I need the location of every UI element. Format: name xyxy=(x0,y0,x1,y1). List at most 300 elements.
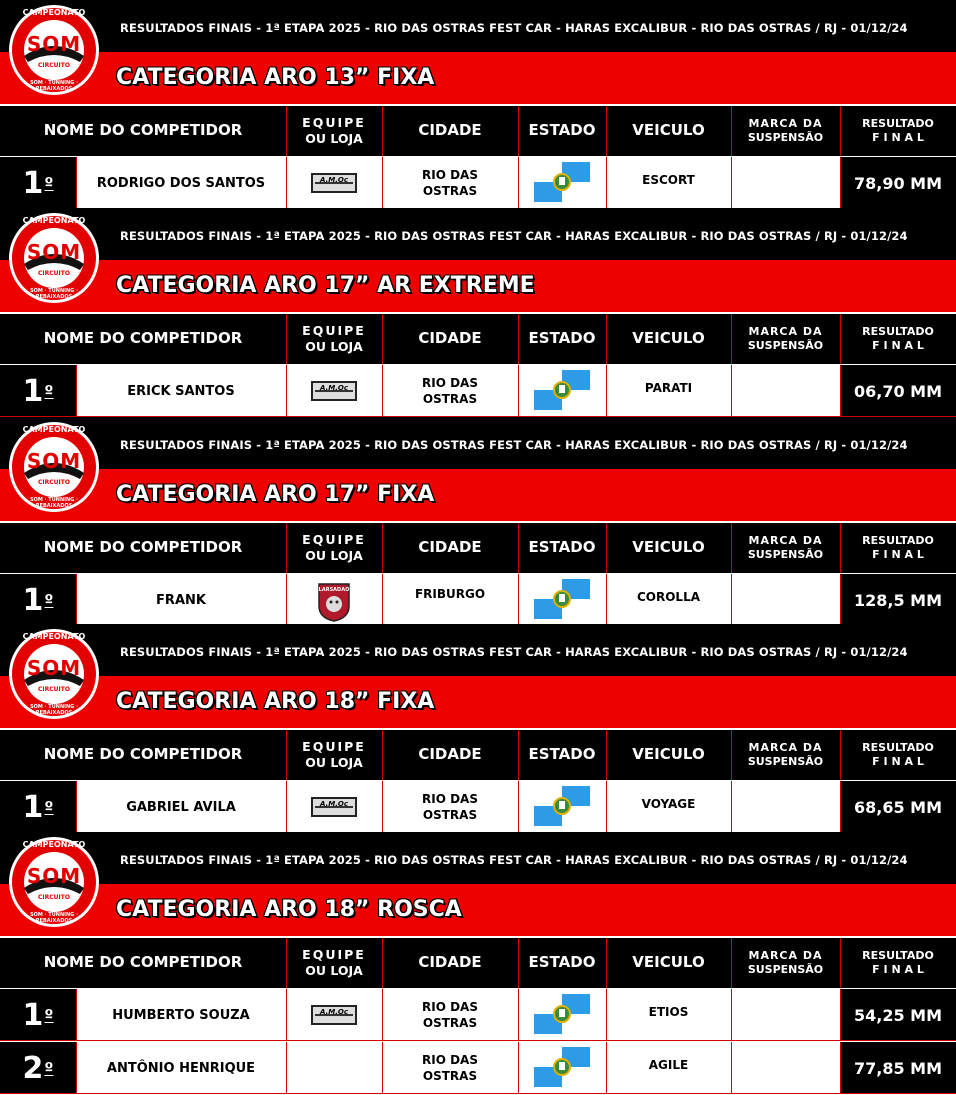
cell-divider xyxy=(76,781,77,833)
cell-divider xyxy=(606,157,607,209)
col-suspension-header-line: MARCA DA xyxy=(748,324,823,338)
header-divider xyxy=(518,314,519,364)
results-header-bar xyxy=(0,624,956,676)
col-state-header xyxy=(518,314,606,364)
col-suspension-header xyxy=(731,314,840,364)
position-number: 1 xyxy=(22,789,44,825)
cell-divider xyxy=(606,365,607,417)
header-divider xyxy=(382,106,383,156)
competitor-row xyxy=(0,157,956,209)
col-state-header xyxy=(518,730,606,780)
category-section xyxy=(0,832,956,1095)
suspension-cell xyxy=(731,157,840,209)
logo-top-text: CAMPEONATO xyxy=(22,8,86,17)
col-city-header xyxy=(382,314,518,364)
col-vehicle-header xyxy=(606,938,731,988)
header-divider xyxy=(840,730,841,780)
competitor-name xyxy=(76,1042,286,1094)
position-ordinal: º xyxy=(44,590,54,610)
position-ordinal: º xyxy=(44,381,54,401)
amoc-logo-text: A.M.Oc xyxy=(320,384,348,392)
col-team-header xyxy=(286,106,382,156)
amoc-team-logo xyxy=(311,381,357,401)
cell-divider xyxy=(286,574,287,626)
col-city-header-line: CIDADE xyxy=(418,953,482,972)
competitor-row xyxy=(0,1042,956,1094)
position-number: 1 xyxy=(22,373,44,409)
col-team-header-line: OU LOJA xyxy=(305,131,363,146)
logo-top-text: CAMPEONATO xyxy=(22,216,86,225)
cell-divider xyxy=(731,781,732,833)
col-name-header-line: NOME DO COMPETIDOR xyxy=(43,121,243,140)
rj-flag-icon xyxy=(534,162,590,205)
team-cell xyxy=(286,574,382,626)
campeonato-som-logo xyxy=(8,421,100,513)
larsadao-logo-text: LARSADAO xyxy=(318,587,350,593)
final-result-text: 06,70 MM xyxy=(853,381,943,401)
category-section xyxy=(0,624,956,834)
position-cell xyxy=(0,365,76,417)
logo-inner-text: CIRCUITO xyxy=(38,62,70,69)
col-team-header-line: OU LOJA xyxy=(305,963,363,978)
row-bottom-line xyxy=(0,1093,956,1094)
column-header-row xyxy=(0,730,956,780)
col-suspension-header-line: SUSPENSÃO xyxy=(747,339,824,352)
col-team-header-line: EQUIPE xyxy=(302,114,366,130)
col-team-header-line: EQUIPE xyxy=(302,322,366,338)
col-state-header-line: ESTADO xyxy=(528,121,596,140)
suspension-cell xyxy=(731,1042,840,1094)
results-header-bar xyxy=(0,208,956,260)
suspension-cell xyxy=(731,989,840,1041)
col-suspension-header-line: SUSPENSÃO xyxy=(747,131,824,144)
cell-divider xyxy=(840,1042,841,1094)
competitor-name-text: FRANK xyxy=(156,592,206,608)
final-result-text: 78,90 MM xyxy=(853,173,943,193)
header-divider xyxy=(606,730,607,780)
competitor-row xyxy=(0,989,956,1041)
col-name-header-line: NOME DO COMPETIDOR xyxy=(43,329,243,348)
amoc-logo-text: A.M.Oc xyxy=(320,176,348,184)
vehicle-cell xyxy=(606,574,731,626)
header-divider xyxy=(518,938,519,988)
cell-divider xyxy=(731,157,732,209)
logo-top-text: CAMPEONATO xyxy=(22,840,86,849)
final-result-text: 68,65 MM xyxy=(853,797,943,817)
col-team-header xyxy=(286,730,382,780)
col-team-header xyxy=(286,314,382,364)
col-result-header-line: F I N A L xyxy=(872,548,924,561)
team-cell xyxy=(286,157,382,209)
amoc-team-logo xyxy=(311,1005,357,1025)
results-header-text: RESULTADOS FINAIS - 1ª ETAPA 2025 - RIO DAS OSTRAS FEST CAR - HARAS EXCALIBUR - RIO DAS OSTRAS / RJ - 01/12/24 xyxy=(120,645,908,659)
category-title-bar xyxy=(0,260,956,312)
city-cell xyxy=(382,989,518,1041)
campeonato-som-logo xyxy=(8,4,100,96)
final-result xyxy=(840,365,956,417)
cell-divider xyxy=(382,989,383,1041)
team-cell xyxy=(286,781,382,833)
city-line-2: OSTRAS xyxy=(422,1016,478,1030)
position-cell xyxy=(0,574,76,626)
final-result xyxy=(840,574,956,626)
cell-divider xyxy=(382,781,383,833)
cell-divider xyxy=(518,574,519,626)
col-state-header-line: ESTADO xyxy=(528,745,596,764)
col-suspension-header-line: SUSPENSÃO xyxy=(747,755,824,768)
col-suspension-header-line: SUSPENSÃO xyxy=(747,963,824,976)
col-team-header-line: OU LOJA xyxy=(305,548,363,563)
logo-inner-text: CIRCUITO xyxy=(38,479,70,486)
header-divider xyxy=(606,523,607,573)
vehicle-text: AGILE xyxy=(648,1058,689,1072)
category-title: CATEGORIA ARO 18” ROSCA xyxy=(116,897,462,922)
position-cell xyxy=(0,1042,76,1094)
header-divider xyxy=(606,938,607,988)
cell-divider xyxy=(76,365,77,417)
campeonato-som-logo xyxy=(8,628,100,720)
campeonato-som-logo xyxy=(8,212,100,304)
competitor-name-text: ERICK SANTOS xyxy=(127,383,235,399)
cell-divider xyxy=(731,574,732,626)
city-line-1: RIO DAS xyxy=(422,791,478,806)
col-vehicle-header-line: VEICULO xyxy=(632,953,705,972)
col-city-header-line: CIDADE xyxy=(418,121,482,140)
amoc-logo-text: A.M.Oc xyxy=(320,1008,348,1016)
col-result-header xyxy=(840,314,956,364)
col-city-header xyxy=(382,106,518,156)
team-cell xyxy=(286,1042,382,1094)
cell-divider xyxy=(606,1042,607,1094)
col-state-header xyxy=(518,523,606,573)
header-divider xyxy=(286,106,287,156)
cell-divider xyxy=(731,989,732,1041)
competitor-name xyxy=(76,365,286,417)
position-cell xyxy=(0,781,76,833)
position-ordinal: º xyxy=(44,1005,54,1025)
logo-center-text: SOM xyxy=(26,449,82,473)
col-suspension-header-line: MARCA DA xyxy=(748,740,823,754)
col-vehicle-header xyxy=(606,523,731,573)
header-divider xyxy=(286,523,287,573)
col-team-header-line: EQUIPE xyxy=(302,946,366,962)
cell-divider xyxy=(731,1042,732,1094)
col-city-header-line: CIDADE xyxy=(418,538,482,557)
final-result xyxy=(840,157,956,209)
category-title-bar xyxy=(0,469,956,521)
final-result xyxy=(840,781,956,833)
col-state-header xyxy=(518,938,606,988)
vehicle-text: COROLLA xyxy=(636,590,701,604)
cell-divider xyxy=(840,989,841,1041)
competitor-name xyxy=(76,157,286,209)
rj-flag-icon xyxy=(534,1047,590,1090)
team-cell xyxy=(286,365,382,417)
header-divider xyxy=(731,938,732,988)
cell-divider xyxy=(76,157,77,209)
competitor-name-text: GABRIEL AVILA xyxy=(126,799,236,815)
final-result-text: 77,85 MM xyxy=(853,1058,943,1078)
cell-divider xyxy=(286,157,287,209)
logo-top-text: CAMPEONATO xyxy=(22,425,86,434)
suspension-cell xyxy=(731,781,840,833)
col-vehicle-header xyxy=(606,314,731,364)
results-header-text: RESULTADOS FINAIS - 1ª ETAPA 2025 - RIO DAS OSTRAS FEST CAR - HARAS EXCALIBUR - RIO DAS OSTRAS / RJ - 01/12/24 xyxy=(120,229,908,243)
col-result-header xyxy=(840,106,956,156)
logo-bottom-text: SOM · TUNNING · REBAIXADOS xyxy=(30,912,78,924)
rj-flag-icon xyxy=(534,786,590,829)
cell-divider xyxy=(286,781,287,833)
city-line-1: RIO DAS xyxy=(422,167,478,182)
position-ordinal: º xyxy=(44,1058,54,1078)
header-divider xyxy=(731,730,732,780)
col-result-header xyxy=(840,938,956,988)
competitor-name xyxy=(76,574,286,626)
city-line-1: RIO DAS xyxy=(422,999,478,1014)
competitor-name-text: ANTÔNIO HENRIQUE xyxy=(106,1060,256,1076)
city-line-2: OSTRAS xyxy=(422,808,478,822)
category-title: CATEGORIA ARO 17” AR EXTREME xyxy=(116,273,535,298)
final-result xyxy=(840,989,956,1041)
header-divider xyxy=(286,730,287,780)
cell-divider xyxy=(840,781,841,833)
col-name-header-line: NOME DO COMPETIDOR xyxy=(43,953,243,972)
col-result-header-line: RESULTADO xyxy=(862,324,934,338)
header-divider xyxy=(518,106,519,156)
state-cell xyxy=(518,989,606,1041)
col-suspension-header xyxy=(731,523,840,573)
header-divider xyxy=(606,314,607,364)
logo-bottom-text: SOM · TUNNING · REBAIXADOS xyxy=(30,704,78,716)
city-line-2: OSTRAS xyxy=(422,184,478,198)
logo-bottom-text: SOM · TUNNING · REBAIXADOS xyxy=(30,80,78,92)
competitor-name xyxy=(76,781,286,833)
position-ordinal: º xyxy=(44,797,54,817)
header-divider xyxy=(382,314,383,364)
cell-divider xyxy=(518,781,519,833)
city-cell xyxy=(382,1042,518,1094)
col-suspension-header xyxy=(731,730,840,780)
col-vehicle-header-line: VEICULO xyxy=(632,745,705,764)
amoc-logo-text: A.M.Oc xyxy=(320,800,348,808)
state-cell xyxy=(518,365,606,417)
city-line-1: FRIBURGO xyxy=(414,587,486,601)
category-section xyxy=(0,0,956,210)
cell-divider xyxy=(76,574,77,626)
category-title: CATEGORIA ARO 13” FIXA xyxy=(116,65,435,90)
header-divider xyxy=(382,938,383,988)
col-team-header xyxy=(286,523,382,573)
col-team-header-line: EQUIPE xyxy=(302,738,366,754)
header-divider xyxy=(840,523,841,573)
header-divider xyxy=(606,106,607,156)
col-city-header xyxy=(382,938,518,988)
col-result-header xyxy=(840,730,956,780)
city-line-1: RIO DAS xyxy=(422,375,478,390)
col-city-header-line: CIDADE xyxy=(418,329,482,348)
col-result-header xyxy=(840,523,956,573)
city-cell xyxy=(382,365,518,417)
logo-center-text: SOM xyxy=(26,240,82,264)
competitor-row xyxy=(0,574,956,626)
col-suspension-header-line: MARCA DA xyxy=(748,948,823,962)
col-name-header-line: NOME DO COMPETIDOR xyxy=(43,745,243,764)
col-vehicle-header xyxy=(606,730,731,780)
cell-divider xyxy=(840,365,841,417)
cell-divider xyxy=(286,989,287,1041)
header-divider xyxy=(731,314,732,364)
cell-divider xyxy=(286,365,287,417)
rj-flag-icon xyxy=(534,579,590,622)
col-name-header xyxy=(0,730,286,780)
col-name-header xyxy=(0,938,286,988)
vehicle-cell xyxy=(606,157,731,209)
col-name-header xyxy=(0,523,286,573)
category-title-bar xyxy=(0,884,956,936)
header-divider xyxy=(731,523,732,573)
logo-top-text: CAMPEONATO xyxy=(22,632,86,641)
col-suspension-header xyxy=(731,106,840,156)
col-city-header xyxy=(382,730,518,780)
col-result-header-line: RESULTADO xyxy=(862,533,934,547)
col-state-header xyxy=(518,106,606,156)
vehicle-text: VOYAGE xyxy=(641,797,696,811)
vehicle-cell xyxy=(606,989,731,1041)
logo-inner-text: CIRCUITO xyxy=(38,686,70,693)
header-divider xyxy=(286,938,287,988)
cell-divider xyxy=(518,157,519,209)
header-divider xyxy=(382,523,383,573)
vehicle-cell xyxy=(606,781,731,833)
col-result-header-line: RESULTADO xyxy=(862,740,934,754)
vehicle-cell xyxy=(606,365,731,417)
category-title-bar xyxy=(0,676,956,728)
results-header-bar xyxy=(0,0,956,52)
col-result-header-line: F I N A L xyxy=(872,339,924,352)
cell-divider xyxy=(382,157,383,209)
header-divider xyxy=(518,523,519,573)
column-header-row xyxy=(0,106,956,156)
state-cell xyxy=(518,574,606,626)
header-divider xyxy=(840,938,841,988)
competitor-name xyxy=(76,989,286,1041)
col-result-header-line: RESULTADO xyxy=(862,948,934,962)
position-cell xyxy=(0,989,76,1041)
suspension-cell xyxy=(731,365,840,417)
team-cell xyxy=(286,989,382,1041)
header-divider xyxy=(840,314,841,364)
suspension-cell xyxy=(731,574,840,626)
logo-bottom-text: SOM · TUNNING · REBAIXADOS xyxy=(30,497,78,509)
cell-divider xyxy=(76,1042,77,1094)
column-header-row xyxy=(0,314,956,364)
col-team-header-line: OU LOJA xyxy=(305,339,363,354)
vehicle-text: PARATI xyxy=(644,381,693,395)
cell-divider xyxy=(382,1042,383,1094)
cell-divider xyxy=(731,365,732,417)
column-header-row xyxy=(0,523,956,573)
results-header-text: RESULTADOS FINAIS - 1ª ETAPA 2025 - RIO DAS OSTRAS FEST CAR - HARAS EXCALIBUR - RIO DAS OSTRAS / RJ - 01/12/24 xyxy=(120,853,908,867)
col-vehicle-header-line: VEICULO xyxy=(632,121,705,140)
amoc-team-logo xyxy=(311,797,357,817)
results-header-bar xyxy=(0,417,956,469)
col-city-header-line: CIDADE xyxy=(418,745,482,764)
vehicle-text: ETIOS xyxy=(648,1005,689,1019)
results-header-text: RESULTADOS FINAIS - 1ª ETAPA 2025 - RIO DAS OSTRAS FEST CAR - HARAS EXCALIBUR - RIO DAS OSTRAS / RJ - 01/12/24 xyxy=(120,21,908,35)
col-suspension-header-line: MARCA DA xyxy=(748,116,823,130)
city-cell xyxy=(382,574,518,626)
rj-flag-icon xyxy=(534,994,590,1037)
col-team-header xyxy=(286,938,382,988)
vehicle-text: ESCORT xyxy=(642,173,695,187)
category-title-bar xyxy=(0,52,956,104)
category-section xyxy=(0,417,956,627)
col-team-header-line: EQUIPE xyxy=(302,531,366,547)
col-name-header xyxy=(0,106,286,156)
competitor-row xyxy=(0,365,956,417)
competitor-row xyxy=(0,781,956,833)
col-result-header-line: F I N A L xyxy=(872,755,924,768)
logo-inner-text: CIRCUITO xyxy=(38,270,70,277)
larsadao-team-logo xyxy=(315,578,353,622)
cell-divider xyxy=(518,1042,519,1094)
col-state-header-line: ESTADO xyxy=(528,538,596,557)
col-result-header-line: F I N A L xyxy=(872,963,924,976)
position-number: 1 xyxy=(22,582,44,618)
col-vehicle-header xyxy=(606,106,731,156)
row-bottom-line xyxy=(0,1040,956,1041)
header-divider xyxy=(840,106,841,156)
competitor-name-text: RODRIGO DOS SANTOS xyxy=(96,175,266,191)
col-team-header-line: OU LOJA xyxy=(305,755,363,770)
amoc-team-logo xyxy=(311,173,357,193)
state-cell xyxy=(518,157,606,209)
col-vehicle-header-line: VEICULO xyxy=(632,329,705,348)
results-header-bar xyxy=(0,832,956,884)
category-title: CATEGORIA ARO 18” FIXA xyxy=(116,689,435,714)
position-number: 2 xyxy=(22,1050,44,1086)
position-cell xyxy=(0,157,76,209)
rj-flag-icon xyxy=(534,370,590,413)
header-divider xyxy=(731,106,732,156)
competitor-name-text: HUMBERTO SOUZA xyxy=(112,1007,250,1023)
cell-divider xyxy=(606,574,607,626)
city-line-2: OSTRAS xyxy=(422,392,478,406)
cell-divider xyxy=(518,989,519,1041)
col-state-header-line: ESTADO xyxy=(528,953,596,972)
city-line-1: RIO DAS xyxy=(422,1052,478,1067)
city-cell xyxy=(382,157,518,209)
col-city-header xyxy=(382,523,518,573)
logo-bottom-text: SOM · TUNNING · REBAIXADOS xyxy=(30,288,78,300)
cell-divider xyxy=(840,574,841,626)
col-name-header-line: NOME DO COMPETIDOR xyxy=(43,538,243,557)
cell-divider xyxy=(382,365,383,417)
position-number: 1 xyxy=(22,997,44,1033)
category-title: CATEGORIA ARO 17” FIXA xyxy=(116,482,435,507)
column-header-row xyxy=(0,938,956,988)
col-state-header-line: ESTADO xyxy=(528,329,596,348)
cell-divider xyxy=(382,574,383,626)
city-cell xyxy=(382,781,518,833)
vehicle-cell xyxy=(606,1042,731,1094)
logo-center-text: SOM xyxy=(26,656,82,680)
col-suspension-header-line: SUSPENSÃO xyxy=(747,548,824,561)
final-result-text: 54,25 MM xyxy=(853,1005,943,1025)
final-result-text: 128,5 MM xyxy=(853,590,943,610)
col-result-header-line: F I N A L xyxy=(872,131,924,144)
logo-center-text: SOM xyxy=(26,864,82,888)
